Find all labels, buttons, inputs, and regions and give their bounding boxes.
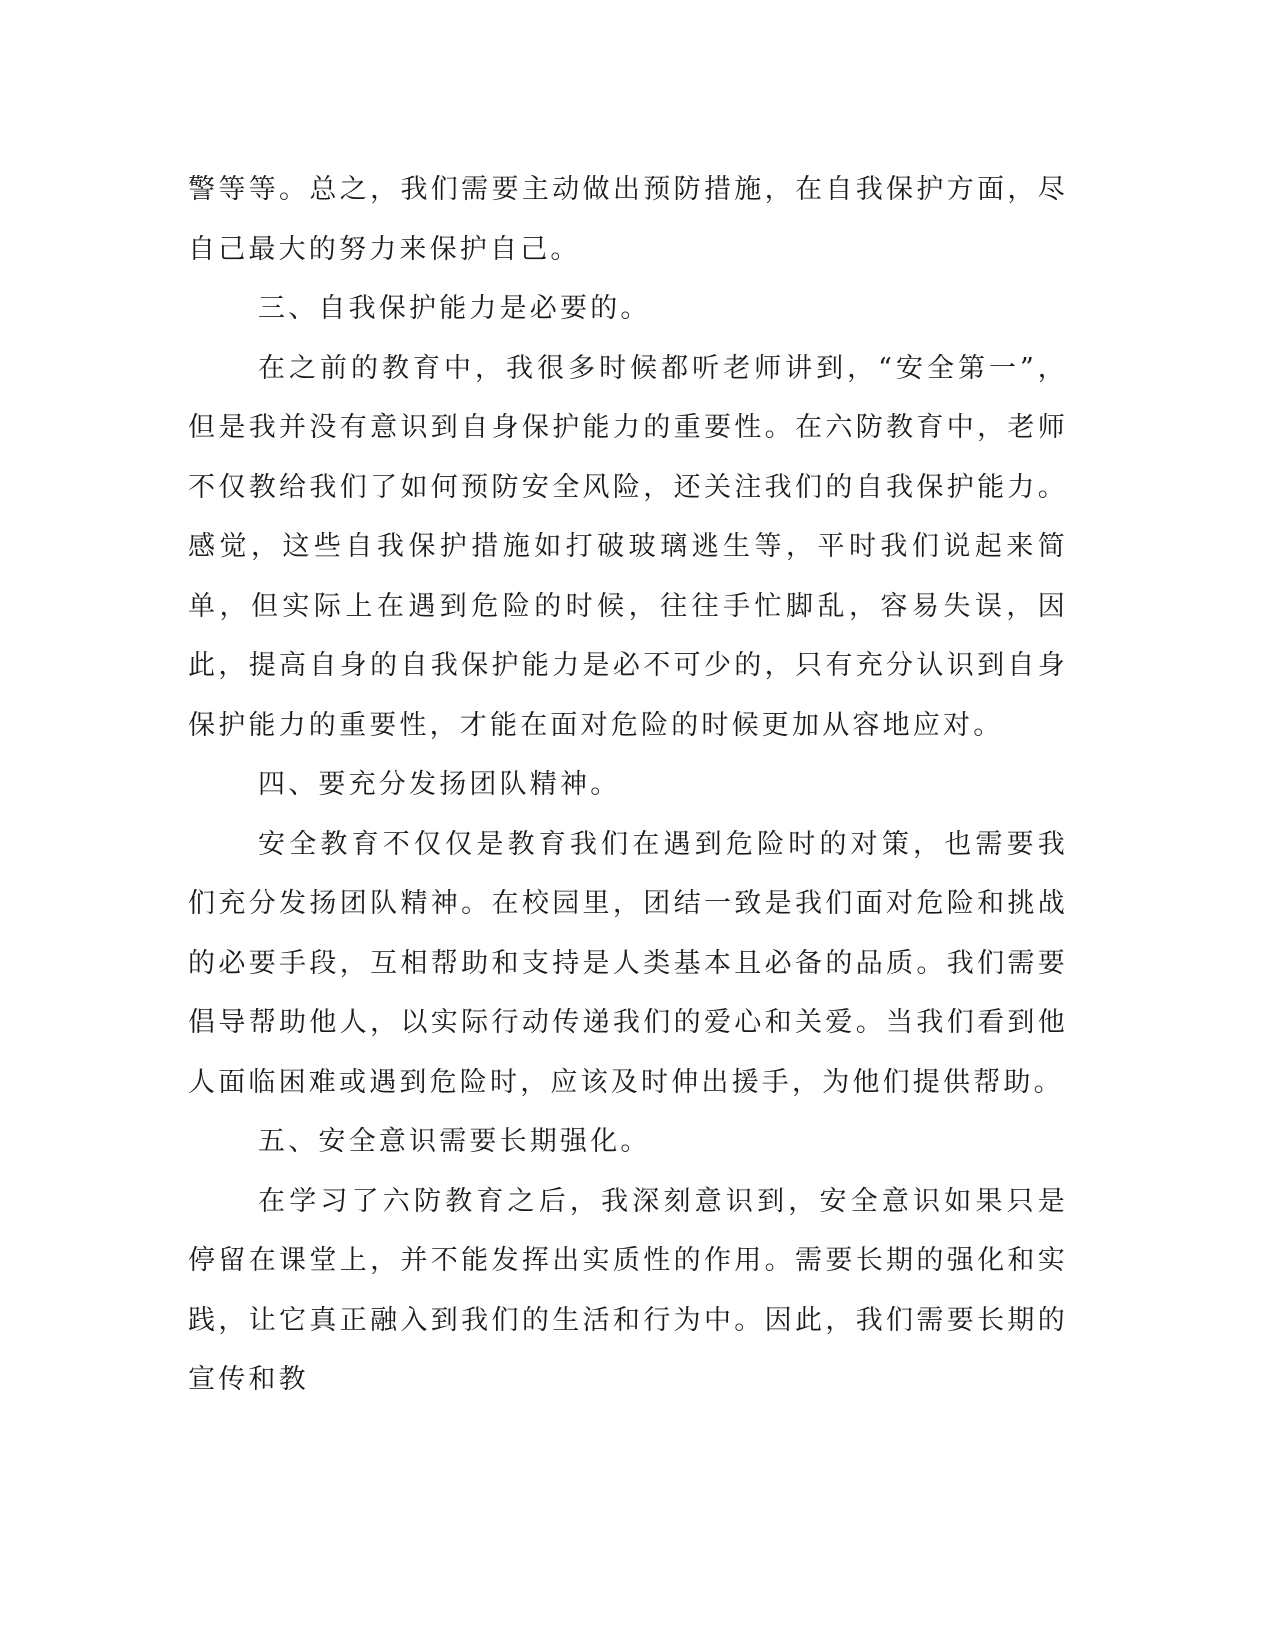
paragraph-continuation: 警等等。总之，我们需要主动做出预防措施，在自我保护方面，尽自己最大的努力来保护自己。 xyxy=(188,174,1068,265)
document-body xyxy=(188,160,1068,1410)
section-heading-3: 三、自我保护能力是必要的。 xyxy=(258,293,651,324)
section-heading-4: 四、要充分发扬团队精神。 xyxy=(258,769,621,800)
paragraph-team-spirit: 安全教育不仅仅是教育我们在遇到危险时的对策，也需要我们充分发扬团队精神。在校园里，团结一致是我们面对危险和挑战的必要手段，互相帮助和支持是人类基本且必备的品质。我们需要倡导帮助他人，以实际行动传递我们的爱心和关爱。当我们看到他人面临困难或遇到危险时，应该及时伸出援手，为他们提供帮助。 xyxy=(188,828,1068,1098)
paragraph-long-term-awareness: 在学习了六防教育之后，我深刻意识到，安全意识如果只是停留在课堂上，并不能发挥出实质性的作用。需要长期的强化和实践，让它真正融入到我们的生活和行为中。因此，我们需要长期的宣传和教 xyxy=(188,1185,1068,1395)
section-heading-5: 五、安全意识需要长期强化。 xyxy=(258,1126,651,1157)
paragraph-self-protection: 在之前的教育中，我很多时候都听老师讲到，“安全第一”，但是我并没有意识到自身保护能力的重要性。在六防教育中，老师不仅教给我们了如何预防安全风险，还关注我们的自我保护能力。感觉，这些自我保护措施如打破玻璃逃生等，平时我们说起来简单，但实际上在遇到危险的时候，往往手忙脚乱，容易失误，因此，提高自身的自我保护能力是必不可少的，只有充分认识到自身保护能力的重要性，才能在面对危险的时候更加从容地应对。 xyxy=(188,352,1068,741)
